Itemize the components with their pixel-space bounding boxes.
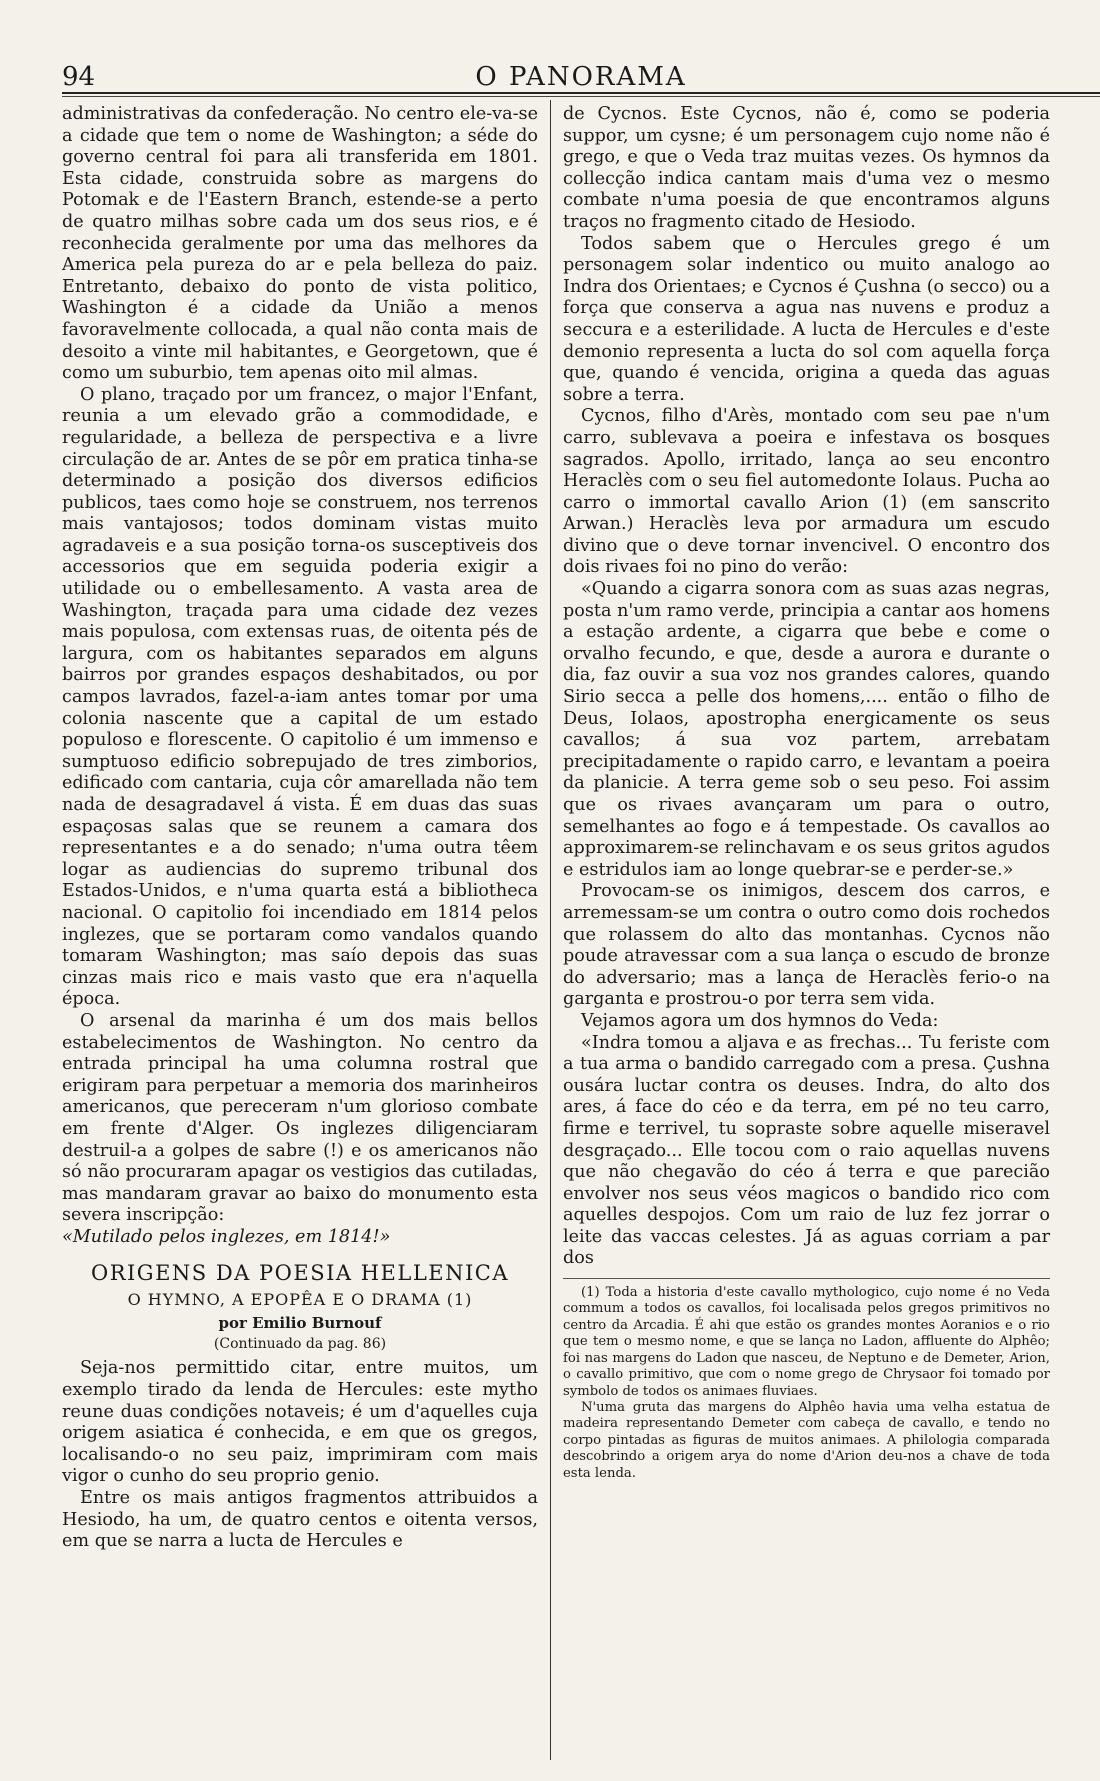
inscription: «Mutilado pelos inglezes, em 1814!» bbox=[62, 1226, 391, 1247]
article-title: ORIGENS DA POESIA HELLENICA bbox=[90, 1261, 509, 1286]
running-head bbox=[62, 52, 1100, 92]
paragraph-city-plan: O plano, traçado por um francez, o major l'Enfant, reunia a um elevado grão a commodidade, e regularidade, a belleza de perspectiva e a livre circulação de ar. Antes de se pôr em pratica tinha-se determinado a posição dos diversos edificios publicos, taes como hoje se construem, nos terrenos mais vantajosos; todos dominam vistas muito agradaveis e a sua posição torna-os susceptiveis dos accessorios que em seguida poderia exigir a utilidade ou o embellesamento. A vasta area de Washington, traçada para uma cidade dez vezes mais populosa, com extensas ruas, de oitenta pés de largura, com os habitantes separados em alguns bairros por grandes espaços deshabitados, ou por campos lavrados, fazel-a-iam antes tomar por uma colonia nascente que a capital de um estado populoso e florescente. O capitolio é um immenso e sumptuoso edificio sobrepujado de tres zimborios, edificado com cantaria, cuja côr amarellada não tem nada de desagradavel á vista. É em duas das suas espaçosas salas que se reunem a camara dos representantes e a do senado; n'uma outra têem logar as audiencias do supremo tribunal dos Estados-Unidos, e n'uma quarta está a bibliotheca nacional. O capitolio foi incendiado em 1814 pelos inglezes, que se portaram como vandalos quando tomaram Washington; mas saío depois das suas cinzas mais rico e mais vasto que era n'aquella época. bbox=[62, 384, 538, 1010]
paragraph-hercules-legend: Seja-nos permittido citar, entre muitos, um exemplo tirado da lenda de Hercules: este mytho reune duas condições notaveis; é um d'aquelles cuja origem asiatica é conhecida, e em que os gregos, localisando-o no seu paiz, imprimiram com mais vigor o cunho do seu proprio genio. bbox=[62, 1358, 538, 1487]
paragraph-combat: Provocam-se os inimigos, descem dos carros, e arremessam-se um contra o outro como dois rochedos que rolassem do alto das montanhas. Cycnos não poude atravessar com a sua lança o escudo de bronze do adversario; mas a lança de Heraclès ferio-o na garganta e prostrou-o por terra sem vida. bbox=[563, 881, 1050, 1010]
header-rule bbox=[62, 92, 1100, 94]
continued-note: (Continuado da pag. 86) bbox=[213, 1336, 387, 1353]
footnote-rule bbox=[563, 1278, 1050, 1279]
column-divider bbox=[550, 100, 551, 1760]
paragraph-hesiod-fragment: Entre os mais antigos fragmentos attribuidos a Hesiodo, ha um, de quatro centos e oitenta versos, em que se narra a lucta de Hercules e bbox=[62, 1488, 538, 1552]
right-column bbox=[563, 104, 1050, 1482]
paragraph-cycnos: de Cycnos. Este Cycnos, não é, como se poderia suppor, um cysne; é um personagem cujo nome não é grego, e que o Veda traz muitas vezes. Os hymnos da collecção indica cantam mais d'uma vez o mesmo combate n'uma poesia de que encontramos alguns traços no fragmento citado de Hesiodo. bbox=[563, 104, 1050, 232]
left-column bbox=[62, 104, 538, 1553]
footnotes bbox=[563, 1285, 1050, 1482]
paragraph-veda-intro: Vejamos agora um dos hymnos do Veda: bbox=[581, 1010, 939, 1031]
paragraph-cicada-quote: «Quando a cigarra sonora com as suas azas negras, posta n'um ramo verde, principia a cantar aos homens a estação ardente, a cigarra que bebe e come o orvalho fecundo, e que, desde a aurora e durante o dia, faz ouvir a sua voz nos grandes calores, quando Sirio secca a pelle dos homens,.... então o filho de Deus, Iolaos, apostropha energicamente os seus cavallos; á sua voz partem, arrebatam precipitadamente o rapido carro, e levantam a poeira da planicie. A terra geme sob o seu peso. Foi assim que os rivaes avançaram um para o outro, semelhantes ao fogo e á tempestade. Os cavallos ao approximarem-se relinchavam e os seus gritos agudos e estridulos iam ao longe quebrar-se e perder-se.» bbox=[563, 579, 1050, 880]
article-author: por Emilio Burnouf bbox=[218, 1314, 382, 1333]
paragraph-arsenal: O arsenal da marinha é um dos mais bellos estabelecimentos de Washington. No centro da entrada principal ha uma columna rostral que erigiram para perpetuar a memoria dos marinheiros americanos, que pereceram n'um glorioso combate em frente d'Alger. Os inglezes diligenciaram destruil-a a golpes de sabre (!) e os americanos não só não procuraram apagar os vestigios das cutiladas, mas mandaram gravar ao baixo do monumento esta severa inscripção: bbox=[62, 1010, 538, 1226]
paragraph-indra-hymn: «Indra tomou a aljava e as frechas... Tu feriste com a tua arma o bandido carregado com a presa. Çushna ousára luctar contra os deuses. Indra, do alto dos ares, á face do céo e da terra, em pé no teu carro, firme e terrivel, tu sopraste sobre aquelle miseravel desgraçado... Elle tocou com o raio aquellas nuvens que não chegavão do céo á terra e que parecião envolver nos seus véos magicos o bandido rico com aquelles despojos. Com um raio de luz fez jorrar o leite das vaccas celestes. Já as aguas corriam a par dos bbox=[563, 1032, 1050, 1269]
page-number: 94 bbox=[62, 62, 96, 92]
footnote-1: (1) Toda a historia d'este cavallo mythologico, cujo nome é no Veda commum a todos os cavallos, foi localisada pelos gregos primitivos no centro da Arcadia. É ahi que estão os grandes montes Aoranios e o rio que tem o mesmo nome, e que se lança no Ladon, affluente do Alphêo; foi nas margens do Ladon que nasceu, de Neptuno e de Demeter, Arion, o cavallo primitivo, que com o nome grego de Chrysaor foi tomado por symbolo de todos os animaes fluviaes. bbox=[563, 1285, 1050, 1399]
article-subtitle: O HYMNO, A EPOPÊA E O DRAMA (1) bbox=[127, 1290, 473, 1310]
footnote-1-continued: N'uma gruta das margens do Alphêo havia uma velha estatua de madeira representando Demeter com cabeça de cavallo, e tendo no corpo pintadas as figuras de muitos animaes. A philologia comparada descobrindo a origem arya do nome d'Arion deu-nos a chave de toda esta lenda. bbox=[563, 1399, 1050, 1481]
paragraph-washington: administrativas da confederação. No centro ele-va-se a cidade que tem o nome de Washington; a séde do governo central foi para ali transferida em 1801. Esta cidade, construida sobre as margens do Potomak e de l'Eastern Branch, estende-se a perto de quatro milhas sobre cada um dos seus rios, e é reconhecida geralmente por uma das melhores da America pela pureza do ar e pela belleza do paiz. Entretanto, debaixo do ponto de vista politico, Washington é a cidade da União a menos favoravelmente collocada, a qual não conta mais de desoito a vinte mil habitantes, e Georgetown, que é como um suburbio, tem apenas oito mil almas. bbox=[62, 104, 538, 384]
paragraph-solar-hero: Todos sabem que o Hercules grego é um personagem solar indentico ou muito analogo ao Indra dos Orientaes; e Cycnos é Çushna (o secco) ou a força que conserva a agua nas nuvens e produz a seccura e a esterilidade. A lucta de Hercules e d'este demonio representa a lucta do sol com aquella força que, quando é vencida, origina a queda das aguas sobre a terra. bbox=[563, 233, 1050, 405]
paragraph-cycnos-son-of-ares: Cycnos, filho d'Arès, montado com seu pae n'um carro, sublevava a poeira e infestava os bosques sagrados. Apollo, irritado, lança ao seu encontro Heraclès com o seu fiel automedonte Iolaus. Pucha ao carro o immortal cavallo Arion (1) (em sanscrito Arwan.) Heraclès leva por armadura um escudo divino que o deve tornar invencivel. O encontro dos dois rivaes foi no pino do verão: bbox=[563, 406, 1050, 578]
journal-title: O PANORAMA bbox=[475, 62, 687, 92]
header-rule-thin bbox=[62, 96, 1100, 97]
